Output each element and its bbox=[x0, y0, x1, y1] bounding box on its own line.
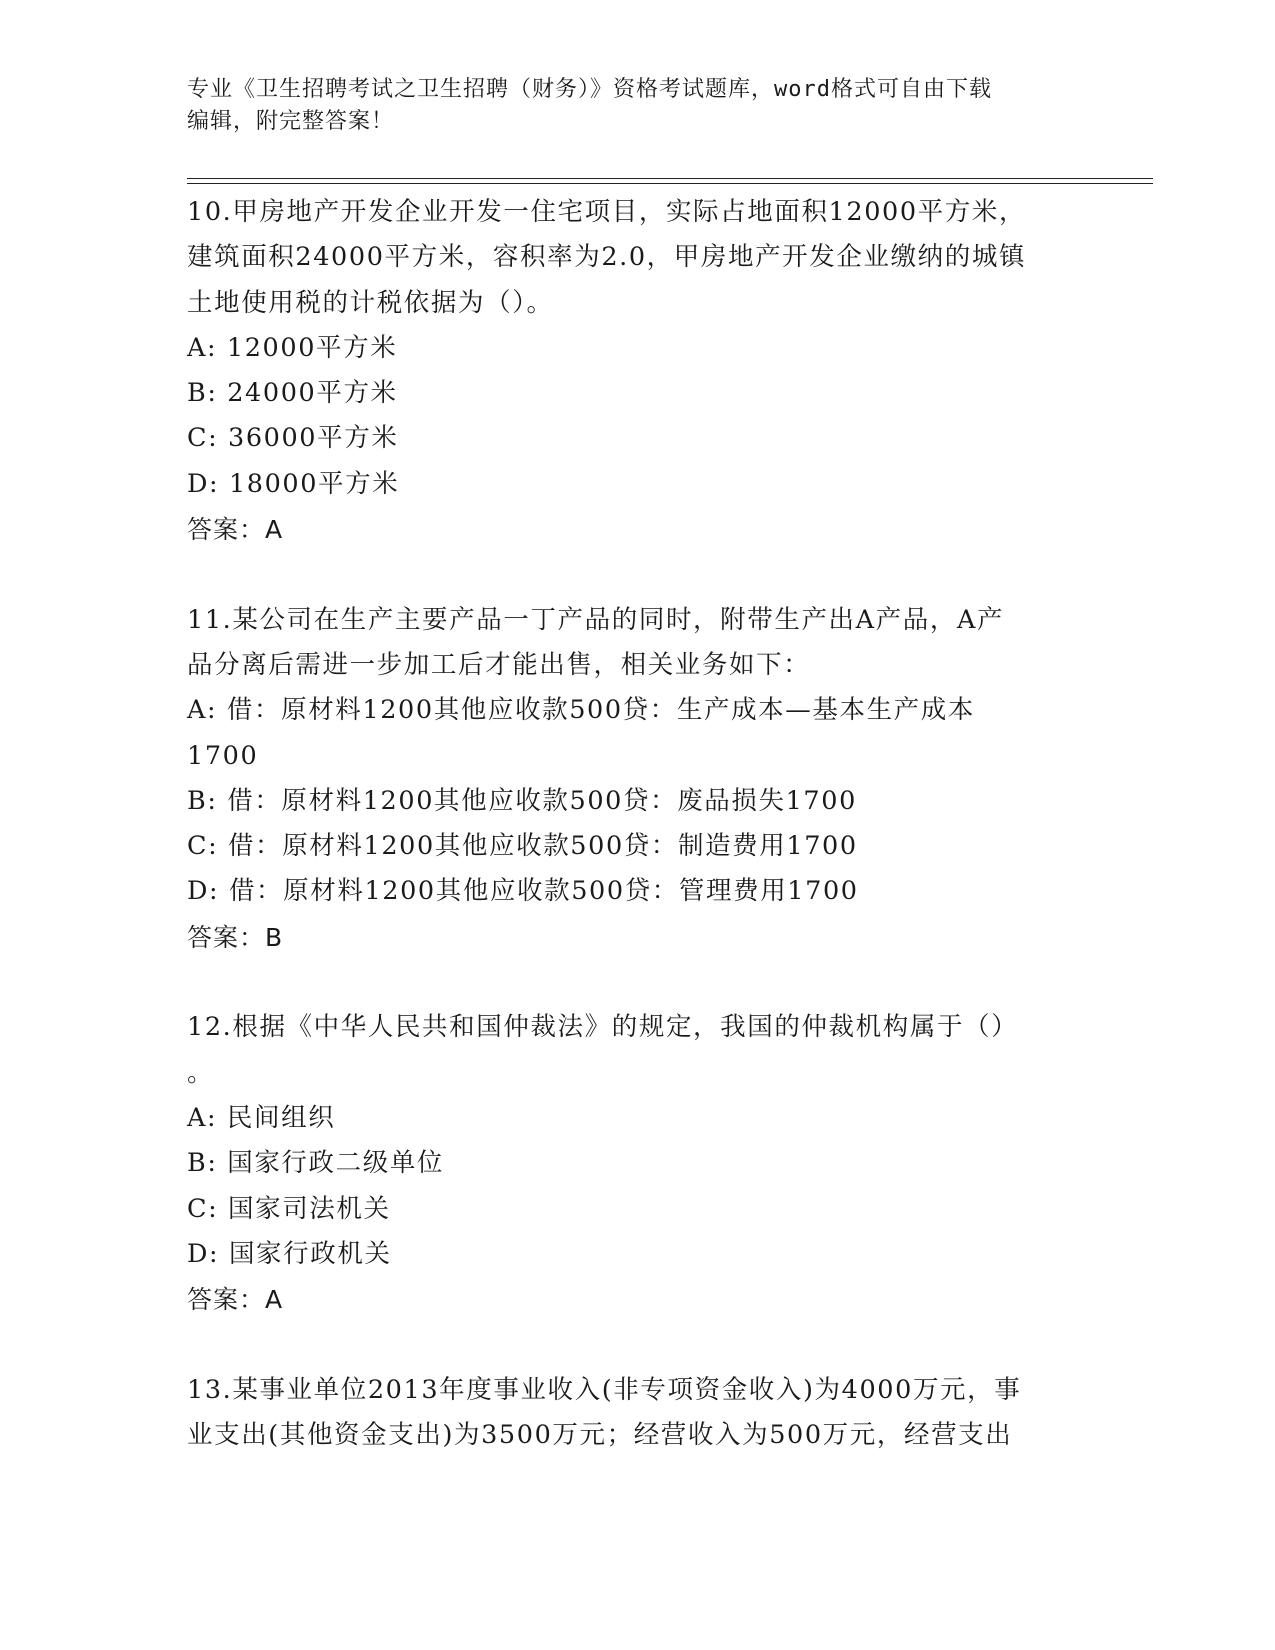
question-text-line: 11.某公司在生产主要产品一丁产品的同时，附带生产出A产品，A产 bbox=[187, 604, 1005, 635]
option-a: A: 民间组织 bbox=[187, 1102, 336, 1133]
option-b: B: 借：原材料1200其他应收款500贷：废品损失1700 bbox=[187, 785, 857, 816]
answer: 答案：B bbox=[187, 922, 284, 952]
answer: 答案：A bbox=[187, 1285, 284, 1315]
question-text-line: 品分离后需进一步加工后才能出售，相关业务如下： bbox=[187, 649, 811, 680]
document-header bbox=[187, 74, 1087, 138]
spacer bbox=[187, 1322, 1087, 1367]
spacer bbox=[187, 552, 1087, 597]
question-list bbox=[187, 190, 1087, 1458]
question-text-line: 土地使用税的计税依据为（）。 bbox=[187, 287, 554, 318]
question-12 bbox=[187, 1005, 1087, 1322]
option-b: B: 国家行政二级单位 bbox=[187, 1148, 445, 1179]
option-d: D: 18000平方米 bbox=[187, 468, 400, 499]
question-11 bbox=[187, 598, 1087, 960]
option-a-continued: 1700 bbox=[187, 740, 259, 771]
header-divider-top bbox=[187, 178, 1153, 179]
option-a: A: 借：原材料1200其他应收款500贷：生产成本—基本生产成本 bbox=[187, 695, 975, 726]
question-text-line: 12.根据《中华人民共和国仲裁法》的规定，我国的仲裁机构属于（） bbox=[187, 1012, 1019, 1043]
option-c: C: 借：原材料1200其他应收款500贷：制造费用1700 bbox=[187, 831, 858, 862]
option-a: A: 12000平方米 bbox=[187, 332, 398, 363]
header-line-2: 编辑，附完整答案！ bbox=[187, 109, 395, 134]
question-text-line: 建筑面积24000平方米，容积率为2.0，甲房地产开发企业缴纳的城镇 bbox=[187, 242, 1027, 273]
question-text-line: 。 bbox=[187, 1057, 215, 1088]
option-b: B: 24000平方米 bbox=[187, 378, 398, 409]
question-10 bbox=[187, 190, 1087, 552]
option-d: D: 国家行政机关 bbox=[187, 1238, 392, 1269]
option-d: D: 借：原材料1200其他应收款500贷：管理费用1700 bbox=[187, 876, 859, 907]
question-text-line: 业支出(其他资金支出)为3500万元；经营收入为500万元，经营支出 bbox=[187, 1420, 1013, 1451]
question-13 bbox=[187, 1368, 1087, 1459]
header-divider-bottom bbox=[187, 183, 1153, 184]
header-line-1: 专业《卫生招聘考试之卫生招聘（财务）》资格考试题库，word格式可自由下载 bbox=[187, 77, 992, 102]
question-text-line: 10.甲房地产开发企业开发一住宅项目，实际占地面积12000平方米， bbox=[187, 197, 1027, 227]
spacer bbox=[187, 960, 1087, 1005]
option-c: C: 国家司法机关 bbox=[187, 1193, 391, 1224]
answer: 答案：A bbox=[187, 515, 284, 545]
question-text-line: 13.某事业单位2013年度事业收入(非专项资金收入)为4000万元，事 bbox=[187, 1374, 1022, 1405]
option-c: C: 36000平方米 bbox=[187, 423, 399, 454]
